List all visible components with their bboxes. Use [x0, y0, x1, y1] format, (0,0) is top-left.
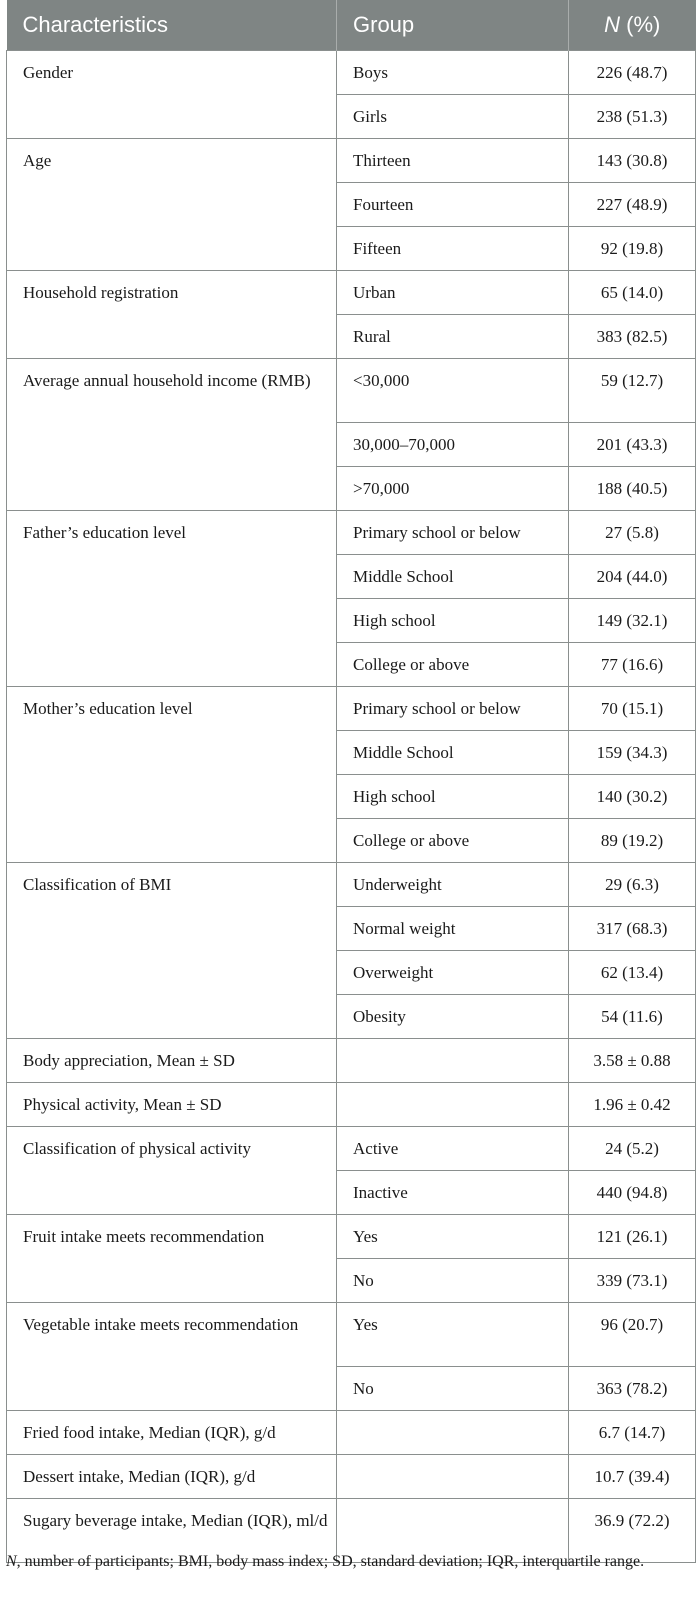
row-label-income: Average annual household income (RMB) — [7, 359, 337, 511]
group-cell: Boys — [337, 51, 569, 95]
header-group: Group — [337, 0, 569, 51]
value-cell: 54 (11.6) — [569, 995, 696, 1039]
group-cell: No — [337, 1367, 569, 1411]
group-cell: Middle School — [337, 731, 569, 775]
group-cell: Inactive — [337, 1171, 569, 1215]
row-label-mother-education: Mother’s education level — [7, 687, 337, 863]
table-row — [7, 687, 696, 731]
group-cell-empty — [337, 1455, 569, 1499]
row-label-household: Household registration — [7, 271, 337, 359]
value-cell: 3.58 ± 0.88 — [569, 1039, 696, 1083]
value-cell: 440 (94.8) — [569, 1171, 696, 1215]
value-cell: 226 (48.7) — [569, 51, 696, 95]
group-cell: Primary school or below — [337, 511, 569, 555]
value-cell: 77 (16.6) — [569, 643, 696, 687]
row-label-pa-classification: Classification of physical activity — [7, 1127, 337, 1215]
row-label-physical-activity: Physical activity, Mean ± SD — [7, 1083, 337, 1127]
value-cell: 383 (82.5) — [569, 315, 696, 359]
group-cell-empty — [337, 1039, 569, 1083]
table-row — [7, 1127, 696, 1171]
value-cell: 36.9 (72.2) — [569, 1499, 696, 1563]
group-cell: Active — [337, 1127, 569, 1171]
footnote-text: , number of participants; BMI, body mass index; SD, standard deviation; IQR, interquartile range. — [16, 1553, 645, 1570]
value-cell: 89 (19.2) — [569, 819, 696, 863]
characteristics-table — [6, 0, 696, 1563]
value-cell: 121 (26.1) — [569, 1215, 696, 1259]
group-cell: Fifteen — [337, 227, 569, 271]
value-cell: 201 (43.3) — [569, 423, 696, 467]
value-cell: 96 (20.7) — [569, 1303, 696, 1367]
group-cell-empty — [337, 1411, 569, 1455]
value-cell: 62 (13.4) — [569, 951, 696, 995]
value-cell: 363 (78.2) — [569, 1367, 696, 1411]
value-cell: 204 (44.0) — [569, 555, 696, 599]
group-cell: Rural — [337, 315, 569, 359]
group-cell: Girls — [337, 95, 569, 139]
group-cell: High school — [337, 775, 569, 819]
value-cell: 188 (40.5) — [569, 467, 696, 511]
value-cell: 24 (5.2) — [569, 1127, 696, 1171]
value-cell: 27 (5.8) — [569, 511, 696, 555]
value-cell: 65 (14.0) — [569, 271, 696, 315]
row-label-fried-food: Fried food intake, Median (IQR), g/d — [7, 1411, 337, 1455]
table-row — [7, 1215, 696, 1259]
table-row — [7, 1083, 696, 1127]
row-label-bmi: Classification of BMI — [7, 863, 337, 1039]
row-label-fruit: Fruit intake meets recommendation — [7, 1215, 337, 1303]
value-cell: 59 (12.7) — [569, 359, 696, 423]
table-footnote — [6, 1550, 695, 1574]
group-cell: College or above — [337, 643, 569, 687]
row-label-dessert: Dessert intake, Median (IQR), g/d — [7, 1455, 337, 1499]
header-n-percent: N (%) — [569, 0, 696, 51]
table-row — [7, 1411, 696, 1455]
table-row — [7, 1039, 696, 1083]
value-cell: 339 (73.1) — [569, 1259, 696, 1303]
table-row — [7, 1303, 696, 1367]
row-label-body-appreciation: Body appreciation, Mean ± SD — [7, 1039, 337, 1083]
value-cell: 70 (15.1) — [569, 687, 696, 731]
row-label-sugary-beverage: Sugary beverage intake, Median (IQR), ml/d — [7, 1499, 337, 1563]
footnote-n: N — [6, 1553, 17, 1570]
group-cell: Overweight — [337, 951, 569, 995]
group-cell: No — [337, 1259, 569, 1303]
group-cell: High school — [337, 599, 569, 643]
group-cell-empty — [337, 1083, 569, 1127]
group-cell: >70,000 — [337, 467, 569, 511]
row-label-vegetable: Vegetable intake meets recommendation — [7, 1303, 337, 1411]
table-row — [7, 139, 696, 183]
table-row — [7, 511, 696, 555]
value-cell: 29 (6.3) — [569, 863, 696, 907]
table-row — [7, 51, 696, 95]
value-cell: 238 (51.3) — [569, 95, 696, 139]
group-cell: Middle School — [337, 555, 569, 599]
header-characteristics: Characteristics — [7, 0, 337, 51]
group-cell: Thirteen — [337, 139, 569, 183]
group-cell: Underweight — [337, 863, 569, 907]
group-cell: College or above — [337, 819, 569, 863]
value-cell: 317 (68.3) — [569, 907, 696, 951]
value-cell: 227 (48.9) — [569, 183, 696, 227]
value-cell: 92 (19.8) — [569, 227, 696, 271]
value-cell: 10.7 (39.4) — [569, 1455, 696, 1499]
header-row — [7, 0, 696, 51]
table-row — [7, 359, 696, 423]
value-cell: 140 (30.2) — [569, 775, 696, 819]
value-cell: 159 (34.3) — [569, 731, 696, 775]
group-cell: Yes — [337, 1215, 569, 1259]
row-label-gender: Gender — [7, 51, 337, 139]
row-label-father-education: Father’s education level — [7, 511, 337, 687]
group-cell: Normal weight — [337, 907, 569, 951]
value-cell: 143 (30.8) — [569, 139, 696, 183]
table-row — [7, 863, 696, 907]
table-row — [7, 271, 696, 315]
group-cell: Yes — [337, 1303, 569, 1367]
group-cell: Urban — [337, 271, 569, 315]
group-cell: 30,000–70,000 — [337, 423, 569, 467]
table-row — [7, 1455, 696, 1499]
value-cell: 149 (32.1) — [569, 599, 696, 643]
group-cell: Primary school or below — [337, 687, 569, 731]
row-label-age: Age — [7, 139, 337, 271]
group-cell: <30,000 — [337, 359, 569, 423]
value-cell: 6.7 (14.7) — [569, 1411, 696, 1455]
group-cell: Obesity — [337, 995, 569, 1039]
group-cell: Fourteen — [337, 183, 569, 227]
value-cell: 1.96 ± 0.42 — [569, 1083, 696, 1127]
